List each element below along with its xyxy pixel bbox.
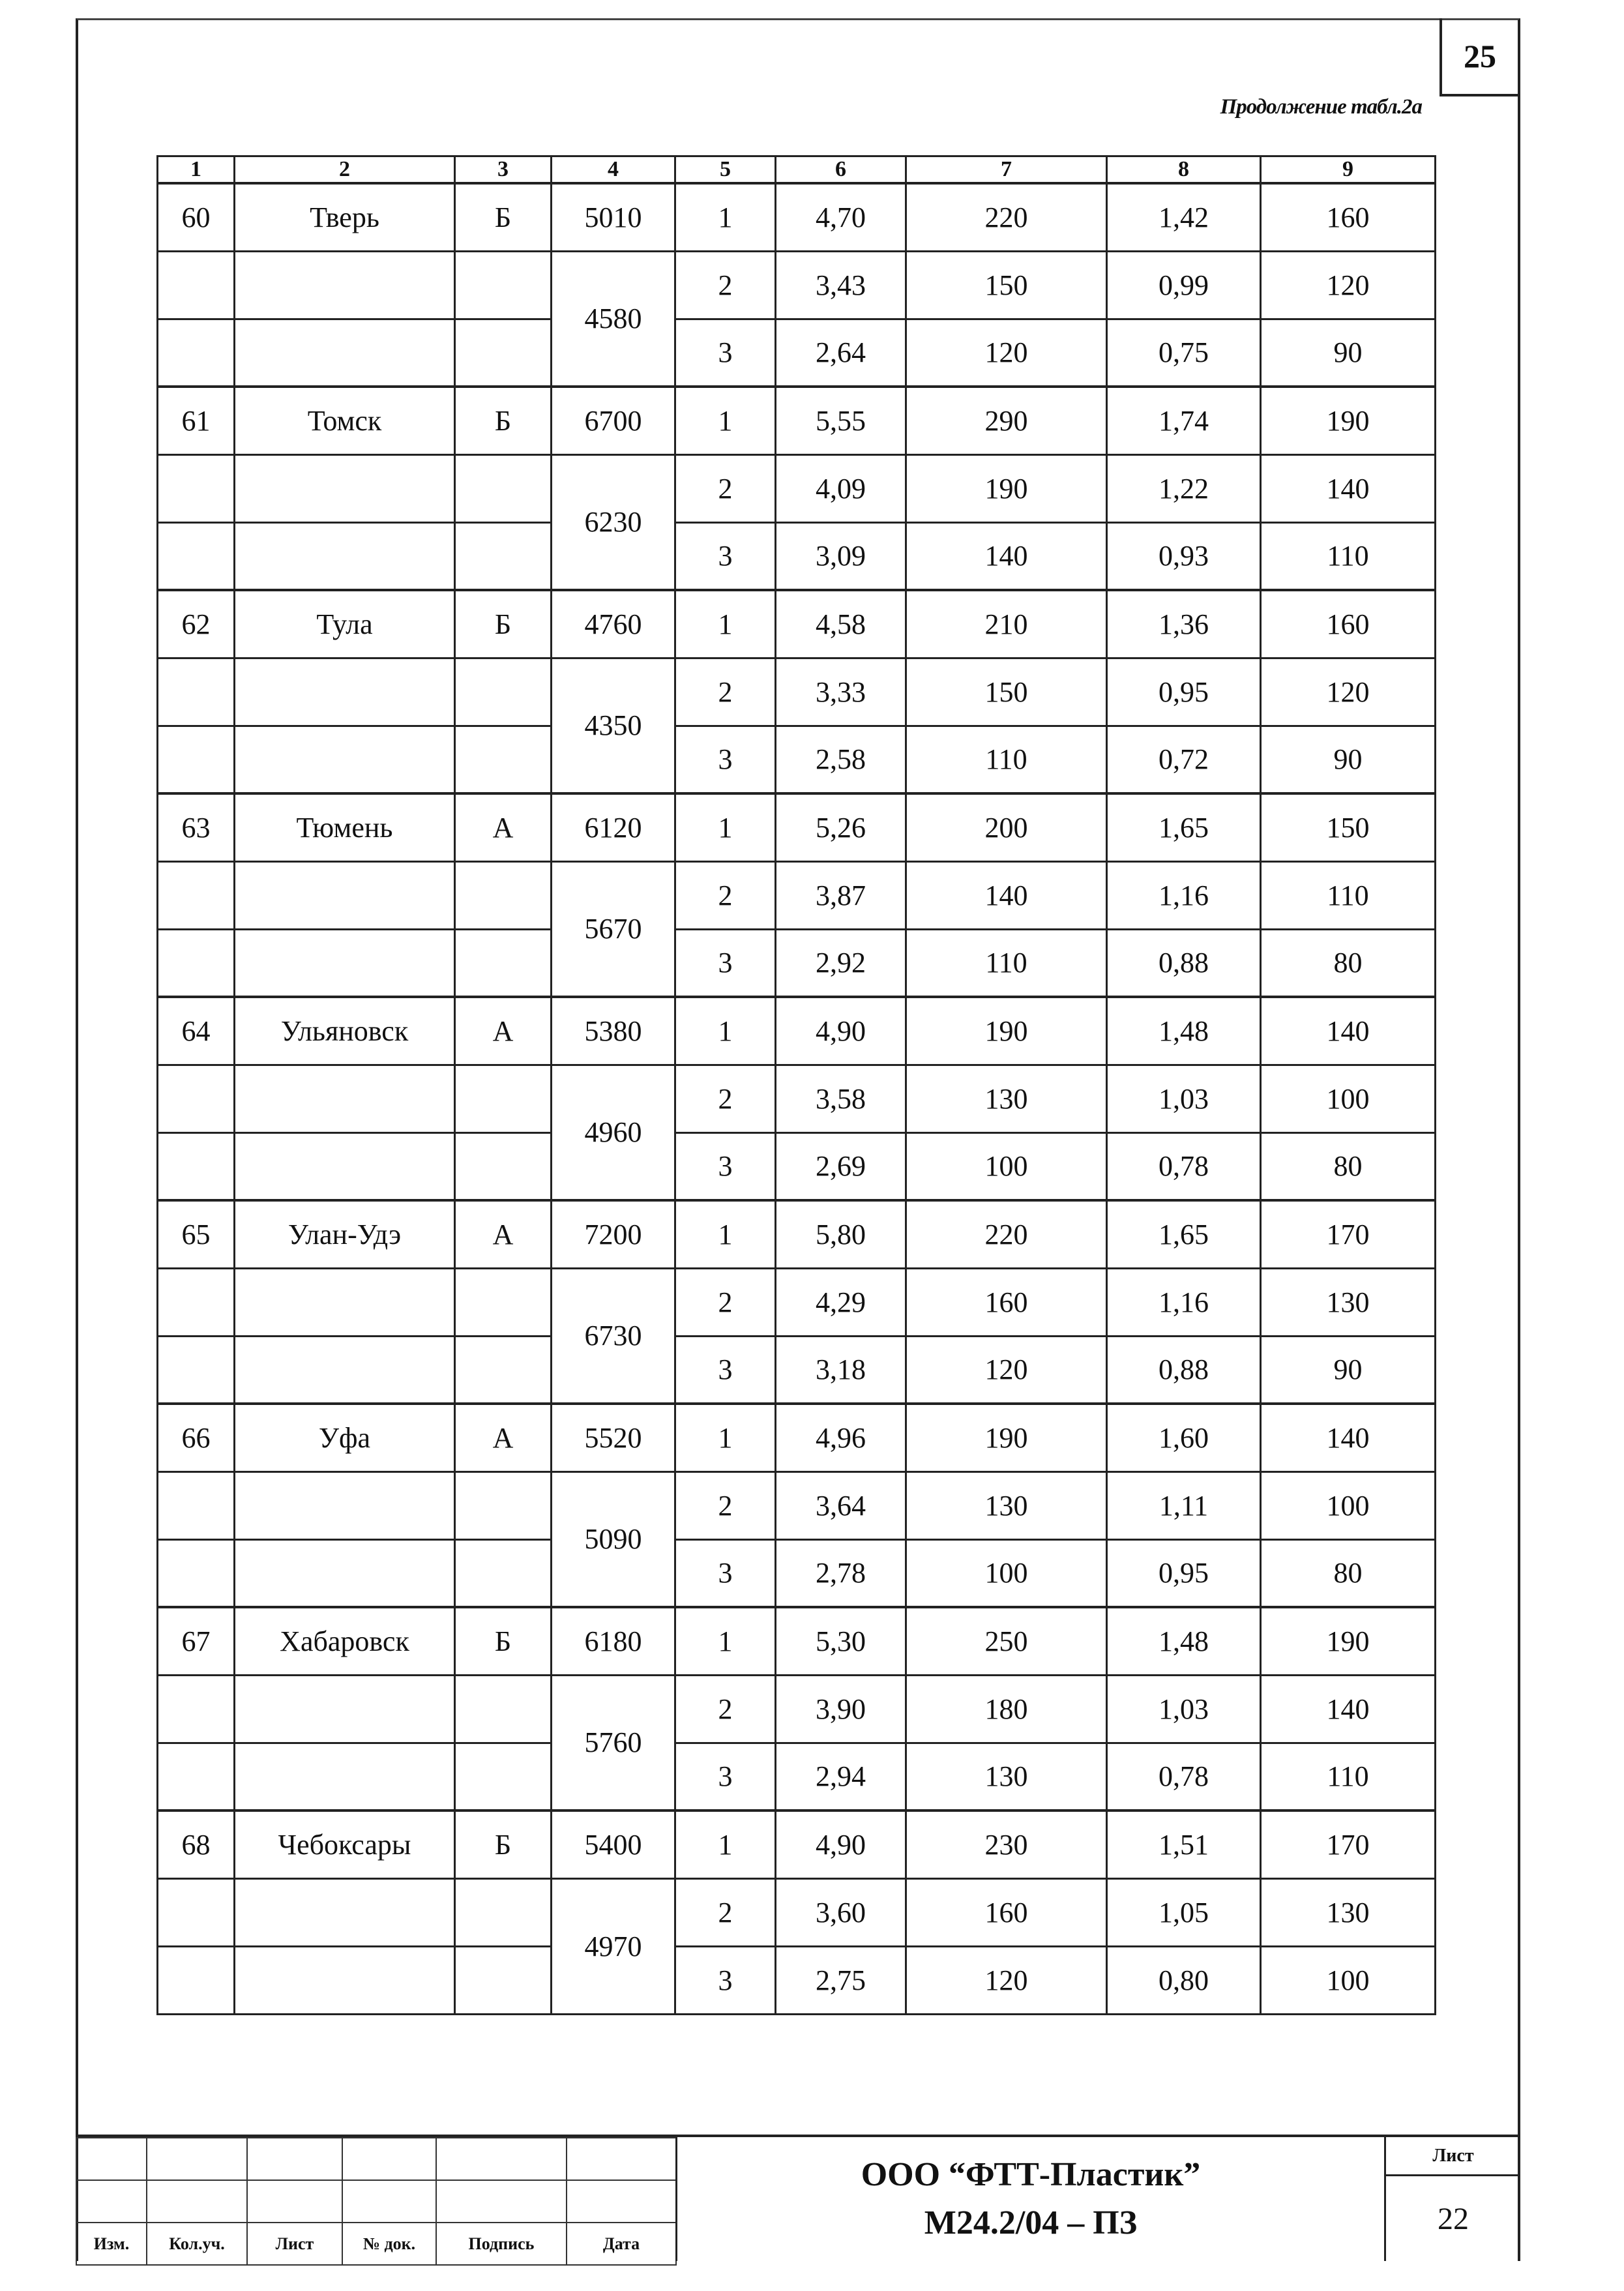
- data-cell-col6: 3,87: [776, 861, 906, 929]
- value-cell-merged: 6230: [552, 454, 675, 590]
- empty-cell: [158, 1878, 235, 1946]
- empty-cell: [455, 1539, 552, 1607]
- data-cell-col7: 100: [906, 1132, 1107, 1200]
- data-cell-col9: 100: [1261, 1946, 1436, 2014]
- stamp-label-count: Кол.уч.: [147, 2223, 247, 2265]
- column-header: 2: [235, 156, 455, 184]
- city-number-cell: 66: [158, 1404, 235, 1471]
- data-cell-col8: 1,48: [1107, 1607, 1261, 1675]
- table-row: [158, 726, 1436, 793]
- empty-cell: [455, 1132, 552, 1200]
- data-cell-col8: 1,05: [1107, 1878, 1261, 1946]
- empty-cell: [158, 726, 235, 793]
- zone-cell: А: [455, 1200, 552, 1268]
- city-name-cell: Хабаровск: [235, 1607, 455, 1675]
- column-header: 5: [675, 156, 776, 184]
- data-cell-col5: 3: [675, 929, 776, 997]
- value-cell: 5520: [552, 1404, 675, 1471]
- data-cell-col9: 90: [1261, 726, 1436, 793]
- table-row: [158, 1539, 1436, 1607]
- data-cell-col8: 0,80: [1107, 1946, 1261, 2014]
- data-cell-col6: 5,55: [776, 387, 906, 454]
- zone-cell: А: [455, 1404, 552, 1471]
- data-cell-col9: 80: [1261, 929, 1436, 997]
- empty-cell: [235, 1132, 455, 1200]
- data-cell-col9: 130: [1261, 1878, 1436, 1946]
- data-cell-col5: 2: [675, 1268, 776, 1336]
- data-cell-col8: 0,75: [1107, 319, 1261, 387]
- table-row: [158, 1946, 1436, 2014]
- data-cell-col9: 140: [1261, 454, 1436, 522]
- empty-cell: [455, 658, 552, 726]
- data-cell-col8: 1,16: [1107, 1268, 1261, 1336]
- table-row: [158, 454, 1436, 522]
- city-name-cell: Тверь: [235, 183, 455, 251]
- table-row: [158, 1336, 1436, 1404]
- table-row: [158, 997, 1436, 1065]
- column-header: 7: [906, 156, 1107, 184]
- table-row: [158, 1132, 1436, 1200]
- table-row: [158, 1811, 1436, 1878]
- table-row: [158, 1065, 1436, 1132]
- data-cell-col5: 2: [675, 861, 776, 929]
- empty-cell: [235, 1065, 455, 1132]
- data-cell-col7: 120: [906, 1336, 1107, 1404]
- stamp-label-change: Изм.: [76, 2223, 147, 2265]
- data-cell-col9: 80: [1261, 1132, 1436, 1200]
- table-row: [158, 793, 1436, 861]
- data-cell-col7: 100: [906, 1539, 1107, 1607]
- data-cell-col7: 220: [906, 1200, 1107, 1268]
- value-cell-merged: 5670: [552, 861, 675, 997]
- data-cell-col5: 3: [675, 1132, 776, 1200]
- empty-cell: [235, 1743, 455, 1811]
- city-name-cell: Чебоксары: [235, 1811, 455, 1878]
- empty-cell: [158, 929, 235, 997]
- data-cell-col7: 150: [906, 658, 1107, 726]
- table-row: [158, 1675, 1436, 1743]
- data-cell-col9: 150: [1261, 793, 1436, 861]
- value-cell-merged: 4580: [552, 251, 675, 387]
- city-name-cell: Уфа: [235, 1404, 455, 1471]
- zone-cell: Б: [455, 590, 552, 658]
- empty-cell: [235, 522, 455, 590]
- value-cell-merged: 5090: [552, 1471, 675, 1607]
- column-header: 4: [552, 156, 675, 184]
- data-cell-col9: 160: [1261, 590, 1436, 658]
- zone-cell: А: [455, 997, 552, 1065]
- data-cell-col5: 2: [675, 454, 776, 522]
- empty-cell: [455, 251, 552, 319]
- table-row: [158, 590, 1436, 658]
- data-cell-col7: 220: [906, 183, 1107, 251]
- sheet-number: 22: [1438, 2201, 1469, 2236]
- zone-cell: Б: [455, 183, 552, 251]
- table-row: [158, 522, 1436, 590]
- data-cell-col5: 3: [675, 1946, 776, 2014]
- stamp-label-sheet: Лист: [247, 2223, 342, 2265]
- data-cell-col8: 0,95: [1107, 658, 1261, 726]
- empty-cell: [235, 861, 455, 929]
- value-cell-merged: 4960: [552, 1065, 675, 1200]
- data-cell-col9: 170: [1261, 1811, 1436, 1878]
- table-row: [158, 251, 1436, 319]
- data-cell-col8: 0,95: [1107, 1539, 1261, 1607]
- city-name-cell: Ульяновск: [235, 997, 455, 1065]
- city-name-cell: Тюмень: [235, 793, 455, 861]
- column-header: 1: [158, 156, 235, 184]
- empty-cell: [235, 1675, 455, 1743]
- data-cell-col8: 1,36: [1107, 590, 1261, 658]
- empty-cell: [455, 1743, 552, 1811]
- empty-cell: [158, 1132, 235, 1200]
- empty-cell: [235, 454, 455, 522]
- data-cell-col5: 2: [675, 1878, 776, 1946]
- data-cell-col9: 110: [1261, 1743, 1436, 1811]
- data-cell-col6: 2,69: [776, 1132, 906, 1200]
- empty-cell: [455, 1675, 552, 1743]
- data-cell-col8: 1,65: [1107, 1200, 1261, 1268]
- data-cell-col8: 0,88: [1107, 929, 1261, 997]
- data-cell-col9: 190: [1261, 387, 1436, 454]
- empty-cell: [158, 1946, 235, 2014]
- data-cell-col8: 1,60: [1107, 1404, 1261, 1471]
- table-row: [158, 387, 1436, 454]
- city-number-cell: 68: [158, 1811, 235, 1878]
- data-cell-col7: 160: [906, 1268, 1107, 1336]
- data-cell-col6: 3,18: [776, 1336, 906, 1404]
- value-cell: 6700: [552, 387, 675, 454]
- value-cell: 7200: [552, 1200, 675, 1268]
- value-cell-merged: 5760: [552, 1675, 675, 1811]
- column-header: 9: [1261, 156, 1436, 184]
- data-cell-col8: 0,93: [1107, 522, 1261, 590]
- column-header: 8: [1107, 156, 1261, 184]
- table-row: [158, 1743, 1436, 1811]
- zone-cell: А: [455, 793, 552, 861]
- value-cell: 6120: [552, 793, 675, 861]
- empty-cell: [158, 319, 235, 387]
- city-name-cell: Томск: [235, 387, 455, 454]
- zone-cell: Б: [455, 387, 552, 454]
- data-cell-col5: 3: [675, 522, 776, 590]
- data-cell-col8: 1,22: [1107, 454, 1261, 522]
- empty-cell: [158, 1743, 235, 1811]
- data-cell-col5: 3: [675, 726, 776, 793]
- empty-cell: [235, 1946, 455, 2014]
- data-cell-col5: 2: [675, 1065, 776, 1132]
- empty-cell: [158, 1268, 235, 1336]
- city-number-cell: 62: [158, 590, 235, 658]
- zone-cell: Б: [455, 1607, 552, 1675]
- empty-cell: [235, 319, 455, 387]
- data-cell-col6: 2,64: [776, 319, 906, 387]
- empty-cell: [158, 1336, 235, 1404]
- value-cell-merged: 4970: [552, 1878, 675, 2014]
- empty-cell: [455, 1878, 552, 1946]
- data-cell-col9: 190: [1261, 1607, 1436, 1675]
- document-code: М24.2/04 – ПЗ: [924, 2204, 1138, 2241]
- data-cell-col7: 250: [906, 1607, 1107, 1675]
- city-name-cell: Тула: [235, 590, 455, 658]
- empty-cell: [235, 1268, 455, 1336]
- data-cell-col5: 1: [675, 997, 776, 1065]
- data-cell-col6: 2,78: [776, 1539, 906, 1607]
- data-cell-col5: 1: [675, 1404, 776, 1471]
- data-cell-col9: 130: [1261, 1268, 1436, 1336]
- data-cell-col6: 4,09: [776, 454, 906, 522]
- empty-cell: [455, 1946, 552, 2014]
- city-number-cell: 61: [158, 387, 235, 454]
- data-cell-col7: 160: [906, 1878, 1107, 1946]
- empty-cell: [235, 929, 455, 997]
- data-cell-col9: 100: [1261, 1471, 1436, 1539]
- column-header: 3: [455, 156, 552, 184]
- data-cell-col7: 110: [906, 929, 1107, 997]
- table-row: [158, 929, 1436, 997]
- data-cell-col7: 120: [906, 1946, 1107, 2014]
- data-cell-col6: 2,92: [776, 929, 906, 997]
- data-cell-col7: 190: [906, 1404, 1107, 1471]
- data-cell-col8: 1,42: [1107, 183, 1261, 251]
- zone-cell: Б: [455, 1811, 552, 1878]
- data-cell-col5: 1: [675, 590, 776, 658]
- data-cell-col6: 2,75: [776, 1946, 906, 2014]
- table-row: [158, 1200, 1436, 1268]
- data-cell-col9: 80: [1261, 1539, 1436, 1607]
- data-cell-col6: 4,90: [776, 1811, 906, 1878]
- sheet-label: Лист: [1386, 2137, 1520, 2176]
- data-cell-col9: 140: [1261, 997, 1436, 1065]
- data-cell-col5: 1: [675, 1607, 776, 1675]
- data-cell-col8: 1,03: [1107, 1065, 1261, 1132]
- empty-cell: [455, 1471, 552, 1539]
- empty-cell: [158, 522, 235, 590]
- title-block: [76, 2135, 1520, 2261]
- data-cell-col9: 120: [1261, 658, 1436, 726]
- data-cell-col7: 210: [906, 590, 1107, 658]
- table-row: [158, 319, 1436, 387]
- empty-cell: [158, 1539, 235, 1607]
- value-cell: 6180: [552, 1607, 675, 1675]
- data-cell-col9: 140: [1261, 1404, 1436, 1471]
- sheet-block: [1386, 2137, 1520, 2261]
- data-cell-col8: 0,78: [1107, 1743, 1261, 1811]
- revision-stamp-grid: [76, 2137, 677, 2266]
- data-cell-col5: 1: [675, 793, 776, 861]
- table-row: [158, 1404, 1436, 1471]
- data-cell-col6: 5,26: [776, 793, 906, 861]
- data-cell-col6: 5,80: [776, 1200, 906, 1268]
- table-row: [158, 1607, 1436, 1675]
- value-cell-merged: 6730: [552, 1268, 675, 1404]
- data-cell-col5: 2: [675, 658, 776, 726]
- data-cell-col7: 190: [906, 454, 1107, 522]
- city-number-cell: 67: [158, 1607, 235, 1675]
- empty-cell: [455, 861, 552, 929]
- data-cell-col9: 90: [1261, 319, 1436, 387]
- data-cell-col9: 160: [1261, 183, 1436, 251]
- data-cell-col7: 140: [906, 522, 1107, 590]
- data-cell-col7: 150: [906, 251, 1107, 319]
- data-cell-col5: 2: [675, 251, 776, 319]
- data-cell-col8: 1,74: [1107, 387, 1261, 454]
- data-cell-col8: 1,11: [1107, 1471, 1261, 1539]
- data-cell-col7: 190: [906, 997, 1107, 1065]
- data-cell-col6: 4,96: [776, 1404, 906, 1471]
- city-name-cell: Улан-Удэ: [235, 1200, 455, 1268]
- empty-cell: [235, 658, 455, 726]
- empty-cell: [455, 726, 552, 793]
- data-cell-col5: 1: [675, 183, 776, 251]
- data-cell-col8: 0,88: [1107, 1336, 1261, 1404]
- data-cell-col6: 4,29: [776, 1268, 906, 1336]
- stamp-label-signature: Подпись: [436, 2223, 567, 2265]
- data-cell-col5: 2: [675, 1675, 776, 1743]
- table-row: [158, 861, 1436, 929]
- table-row: [158, 1471, 1436, 1539]
- value-cell-merged: 4350: [552, 658, 675, 793]
- data-cell-col6: 3,90: [776, 1675, 906, 1743]
- empty-cell: [235, 1539, 455, 1607]
- data-cell-col5: 3: [675, 1336, 776, 1404]
- data-cell-col5: 3: [675, 319, 776, 387]
- data-cell-col7: 110: [906, 726, 1107, 793]
- empty-cell: [455, 1065, 552, 1132]
- data-cell-col6: 5,30: [776, 1607, 906, 1675]
- empty-cell: [455, 454, 552, 522]
- empty-cell: [455, 319, 552, 387]
- table-header-row: [158, 156, 1436, 184]
- data-cell-col9: 90: [1261, 1336, 1436, 1404]
- data-cell-col8: 1,03: [1107, 1675, 1261, 1743]
- table-row: [158, 1878, 1436, 1946]
- empty-cell: [158, 861, 235, 929]
- data-cell-col6: 3,58: [776, 1065, 906, 1132]
- data-cell-col5: 1: [675, 387, 776, 454]
- data-cell-col6: 4,90: [776, 997, 906, 1065]
- empty-cell: [455, 1268, 552, 1336]
- data-cell-col5: 1: [675, 1200, 776, 1268]
- data-cell-col8: 0,99: [1107, 251, 1261, 319]
- data-cell-col8: 0,78: [1107, 1132, 1261, 1200]
- data-cell-col7: 120: [906, 319, 1107, 387]
- page-number: 25: [1439, 18, 1518, 96]
- data-cell-col7: 230: [906, 1811, 1107, 1878]
- value-cell: 4760: [552, 590, 675, 658]
- city-number-cell: 64: [158, 997, 235, 1065]
- empty-cell: [235, 1336, 455, 1404]
- data-cell-col6: 3,33: [776, 658, 906, 726]
- data-cell-col9: 170: [1261, 1200, 1436, 1268]
- data-cell-col7: 200: [906, 793, 1107, 861]
- data-cell-col6: 2,58: [776, 726, 906, 793]
- data-cell-col8: 1,48: [1107, 997, 1261, 1065]
- table-row: [158, 183, 1436, 251]
- data-cell-col5: 2: [675, 1471, 776, 1539]
- data-cell-col7: 140: [906, 861, 1107, 929]
- data-cell-col6: 4,58: [776, 590, 906, 658]
- data-cell-col7: 130: [906, 1065, 1107, 1132]
- data-cell-col6: 4,70: [776, 183, 906, 251]
- data-cell-col8: 1,16: [1107, 861, 1261, 929]
- organization-block: [675, 2137, 1386, 2261]
- data-cell-col5: 3: [675, 1743, 776, 1811]
- empty-cell: [235, 1878, 455, 1946]
- data-table: [156, 155, 1436, 2015]
- table-continuation-caption: Продолжение табл.2а: [1220, 95, 1422, 119]
- city-number-cell: 60: [158, 183, 235, 251]
- city-number-cell: 63: [158, 793, 235, 861]
- value-cell: 5380: [552, 997, 675, 1065]
- empty-cell: [158, 1471, 235, 1539]
- stamp-label-date: Дата: [567, 2223, 676, 2265]
- data-cell-col8: 1,51: [1107, 1811, 1261, 1878]
- data-cell-col6: 3,64: [776, 1471, 906, 1539]
- empty-cell: [235, 726, 455, 793]
- empty-cell: [455, 929, 552, 997]
- data-cell-col6: 2,94: [776, 1743, 906, 1811]
- city-number-cell: 65: [158, 1200, 235, 1268]
- data-cell-col7: 290: [906, 387, 1107, 454]
- stamp-label-doc-number: № док.: [342, 2223, 436, 2265]
- data-cell-col6: 3,43: [776, 251, 906, 319]
- organization-name: ООО “ФТТ-Пластик”: [861, 2156, 1201, 2193]
- data-cell-col6: 3,60: [776, 1878, 906, 1946]
- empty-cell: [158, 1675, 235, 1743]
- table-row: [158, 1268, 1436, 1336]
- empty-cell: [158, 1065, 235, 1132]
- data-cell-col6: 3,09: [776, 522, 906, 590]
- data-cell-col7: 130: [906, 1743, 1107, 1811]
- empty-cell: [455, 1336, 552, 1404]
- empty-cell: [455, 522, 552, 590]
- data-cell-col9: 100: [1261, 1065, 1436, 1132]
- column-header: 6: [776, 156, 906, 184]
- data-cell-col5: 1: [675, 1811, 776, 1878]
- empty-cell: [158, 251, 235, 319]
- data-cell-col7: 130: [906, 1471, 1107, 1539]
- empty-cell: [158, 454, 235, 522]
- data-cell-col8: 1,65: [1107, 793, 1261, 861]
- empty-cell: [235, 1471, 455, 1539]
- value-cell: 5400: [552, 1811, 675, 1878]
- data-cell-col8: 0,72: [1107, 726, 1261, 793]
- empty-cell: [158, 658, 235, 726]
- data-cell-col9: 140: [1261, 1675, 1436, 1743]
- data-cell-col9: 110: [1261, 522, 1436, 590]
- data-cell-col9: 120: [1261, 251, 1436, 319]
- value-cell: 5010: [552, 183, 675, 251]
- table-row: [158, 658, 1436, 726]
- data-cell-col5: 3: [675, 1539, 776, 1607]
- data-cell-col7: 180: [906, 1675, 1107, 1743]
- empty-cell: [235, 251, 455, 319]
- data-cell-col9: 110: [1261, 861, 1436, 929]
